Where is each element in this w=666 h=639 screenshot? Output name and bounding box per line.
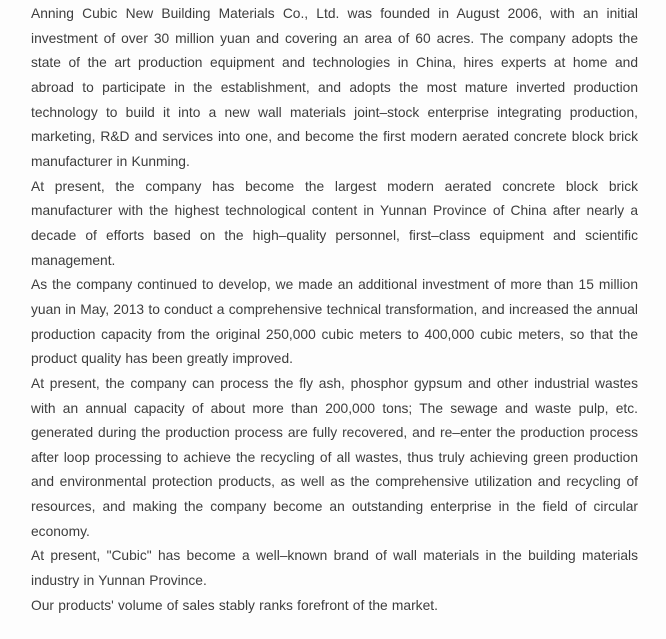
paragraph-market-position: At present, the company has become the largest modern aerated concrete block brick manufacturer with the highest technological content in Yunnan Province of China after nearly a decade of efforts based on the high–quality personnel, first–class equipment and scientific management. xyxy=(31,178,638,268)
paragraph-2013-investment: As the company continued to develop, we made an additional investment of more than 15 million yuan in May, 2013 to conduct a comprehensive technical transformation, and increased the annual production capacity from the original 250,000 cubic meters to 400,000 cubic meters, so that the product quality has been greatly improved. xyxy=(31,277,638,367)
paragraph-sales-ranking: Our products' volume of sales stably ranks forefront of the market. xyxy=(31,597,438,613)
paragraph-brand-recognition: At present, "Cubic" has become a well–known brand of wall materials in the building materials industry in Yunnan Province. xyxy=(31,548,638,589)
paragraph-recycling-capability: At present, the company can process the fly ash, phosphor gypsum and other industrial wastes with an annual capacity of about more than 200,000 tons; The sewage and waste pulp, etc. generated during the production process are fully recovered, and re–enter the production process after loop processing to achieve the recycling of all wastes, thus truly achieving green production and environmental protection products, as well as the comprehensive utilization and recycling of resources, and making the company become an outstanding enterprise in the field of circular economy. xyxy=(31,375,638,539)
paragraph-company-founding: Anning Cubic New Building Materials Co., Ltd. was founded in August 2006, with an initial investment of over 30 million yuan and covering an area of 60 acres. The company adopts the state of the art production equipment and technologies in China, hires experts at home and abroad to participate in the establishment, and adopts the most mature inverted production technology to build it into a new wall materials joint–stock enterprise integrating production, marketing, R&D and services into one, and become the first modern aerated concrete block brick manufacturer in Kunming. xyxy=(31,6,638,169)
